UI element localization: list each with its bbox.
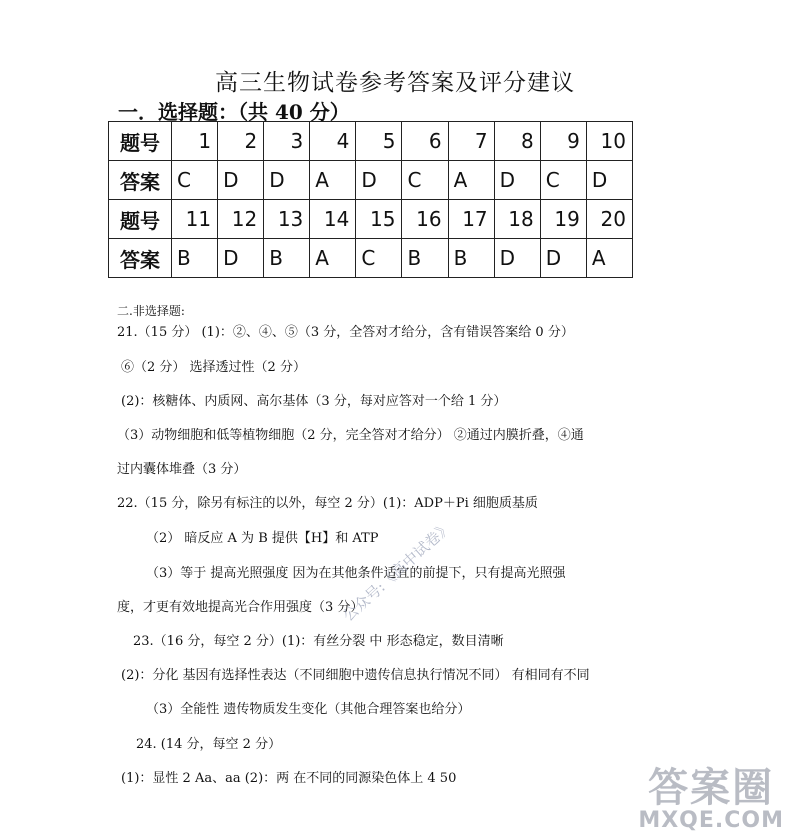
row-header: 题号	[109, 200, 172, 239]
table-cell: D	[264, 161, 310, 200]
table-cell: B	[264, 239, 310, 278]
table-cell: B	[448, 239, 494, 278]
answer-line: 度，才更有效地提高光合作用强度（3 分）	[117, 600, 364, 615]
row-header: 题号	[109, 122, 172, 161]
table-cell: D	[218, 161, 264, 200]
answer-line: （3）全能性 遗传物质发生变化（其他合理答案也给分）	[146, 702, 471, 717]
answer-line: (1)：显性 2 Aa、aa (2)：两 在不同的同源染色体上 4 50	[121, 771, 457, 786]
table-cell: D	[356, 161, 402, 200]
table-cell: 2	[218, 122, 264, 161]
table-cell: B	[402, 239, 448, 278]
table-cell: 9	[540, 122, 586, 161]
answer-line: （2） 暗反应 A 为 B 提供【H】和 ATP	[146, 531, 379, 546]
table-cell: A	[586, 239, 632, 278]
table-cell: 7	[448, 122, 494, 161]
table-cell: 4	[310, 122, 356, 161]
answer-table	[108, 121, 633, 278]
table-cell: 18	[494, 200, 540, 239]
table-cell: 11	[172, 200, 218, 239]
table-cell: 8	[494, 122, 540, 161]
section1-heading: 一．选择题：（共 40 分）	[118, 100, 350, 124]
table-cell: 14	[310, 200, 356, 239]
table-cell: 16	[402, 200, 448, 239]
table-cell: 12	[218, 200, 264, 239]
answer-line: （3）等于 提高光照强度 因为在其他条件适宜的前提下，只有提高光照强	[146, 566, 566, 581]
table-row	[109, 161, 633, 200]
row-header: 答案	[109, 161, 172, 200]
table-cell: D	[218, 239, 264, 278]
table-cell: B	[172, 239, 218, 278]
section2-heading: 二.非选择题:	[117, 304, 185, 318]
table-row	[109, 239, 633, 278]
table-cell: C	[402, 161, 448, 200]
logo-text-top: 答案圈	[648, 765, 775, 811]
table-cell: 6	[402, 122, 448, 161]
table-cell: 20	[586, 200, 632, 239]
table-cell: A	[448, 161, 494, 200]
table-cell: C	[356, 239, 402, 278]
row-header: 答案	[109, 239, 172, 278]
answer-line: 22.（15 分，除另有标注的以外，每空 2 分）(1)：ADP＋Pi 细胞质基质	[117, 496, 538, 511]
table-cell: 10	[586, 122, 632, 161]
answer-line: 21.（15 分） (1)：②、④、⑤（3 分，全答对才给分，含有错误答案给 0 分）	[117, 325, 574, 340]
table-cell: 13	[264, 200, 310, 239]
table-row	[109, 200, 633, 239]
table-cell: D	[494, 161, 540, 200]
table-row	[109, 122, 633, 161]
table-cell: 3	[264, 122, 310, 161]
table-cell: C	[172, 161, 218, 200]
page-title: 高三生物试卷参考答案及评分建议	[215, 70, 575, 96]
logo-text-bottom: MXQE.COM	[638, 808, 784, 833]
table-cell: 15	[356, 200, 402, 239]
table-cell: 1	[172, 122, 218, 161]
table-cell: A	[310, 239, 356, 278]
table-cell: D	[586, 161, 632, 200]
answer-line: (2)：分化 基因有选择性表达（不同细胞中遗传信息执行情况不同） 有相同有不同	[121, 668, 590, 683]
answer-line: （3）动物细胞和低等植物细胞（2 分，完全答对才给分） ②通过内膜折叠，④通	[117, 428, 584, 443]
table-cell: D	[494, 239, 540, 278]
answer-line: 23.（16 分，每空 2 分）(1)：有丝分裂 中 形态稳定，数目清晰	[133, 634, 504, 649]
watermark: 公众号:《高中试卷》	[339, 517, 456, 625]
site-logo	[638, 766, 784, 832]
table-cell: 17	[448, 200, 494, 239]
answer-line: (2)：核糖体、内质网、高尔基体（3 分，每对应答对一个给 1 分）	[121, 394, 507, 409]
answer-line: 过内囊体堆叠（3 分）	[117, 462, 247, 477]
table-cell: D	[540, 239, 586, 278]
table-cell: C	[540, 161, 586, 200]
answer-line: ⑥（2 分） 选择透过性（2 分）	[121, 360, 306, 375]
table-cell: 19	[540, 200, 586, 239]
table-cell: 5	[356, 122, 402, 161]
table-cell: A	[310, 161, 356, 200]
answer-line: 24. (14 分，每空 2 分）	[136, 737, 282, 752]
